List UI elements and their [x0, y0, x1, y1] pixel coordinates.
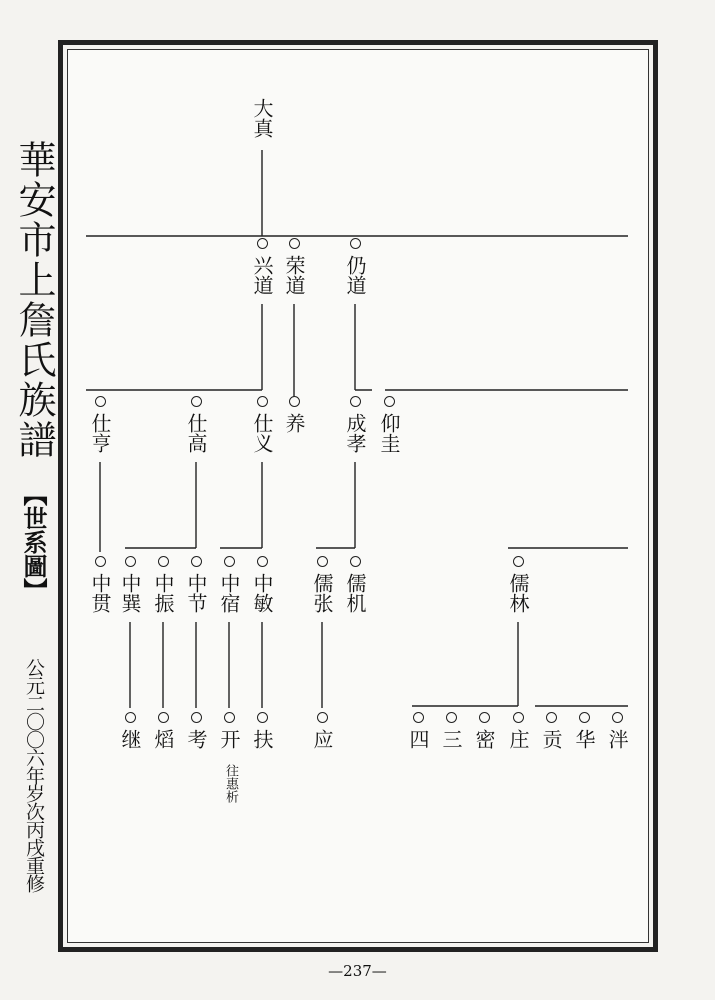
node-circle-icon — [224, 712, 235, 723]
person-gen4-9: 儒林 — [501, 556, 535, 618]
person-gen4-3: 中振 — [146, 556, 180, 618]
person-gen3-6: 仰圭 — [372, 396, 406, 458]
node-circle-icon — [224, 556, 235, 567]
node-circle-icon — [257, 556, 268, 567]
node-circle-icon — [289, 238, 300, 249]
node-circle-icon — [191, 396, 202, 407]
node-circle-icon — [546, 712, 557, 723]
person-gen5-3: 考 — [179, 712, 213, 754]
node-circle-icon — [125, 556, 136, 567]
person-gen5-8: 三 — [434, 712, 468, 754]
node-circle-icon — [158, 712, 169, 723]
node-circle-icon — [289, 396, 300, 407]
person-gen3-2: 仕高 — [179, 396, 213, 458]
node-circle-icon — [513, 556, 524, 567]
person-gen3-1: 仕亨 — [83, 396, 117, 458]
node-circle-icon — [95, 556, 106, 567]
node-circle-icon — [125, 712, 136, 723]
node-circle-icon — [257, 238, 268, 249]
node-circle-icon — [191, 556, 202, 567]
person-root: 大真 — [250, 98, 274, 138]
person-gen2-2: 荣道 — [277, 238, 311, 300]
node-circle-icon — [257, 396, 268, 407]
node-circle-icon — [317, 712, 328, 723]
person-gen3-4: 养 — [277, 396, 311, 438]
person-gen3-3: 仕义 — [245, 396, 279, 458]
node-circle-icon — [350, 238, 361, 249]
node-circle-icon — [479, 712, 490, 723]
node-circle-icon — [158, 556, 169, 567]
person-gen5-10: 庄 — [501, 712, 535, 754]
person-gen3-5: 成孝 — [338, 396, 372, 458]
annotation-note: 往惠析 — [223, 764, 238, 803]
colophon: 公元二〇〇六年岁次丙戌重修 — [23, 658, 45, 892]
node-circle-icon — [317, 556, 328, 567]
person-gen5-1: 继 — [113, 712, 147, 754]
person-gen5-12: 华 — [567, 712, 601, 754]
person-gen5-5: 扶 — [245, 712, 279, 754]
node-circle-icon — [350, 556, 361, 567]
person-gen5-4: 开 — [212, 712, 246, 754]
page-number: —237— — [328, 962, 387, 980]
node-circle-icon — [413, 712, 424, 723]
node-circle-icon — [257, 712, 268, 723]
person-gen5-9: 密 — [467, 712, 501, 754]
section-label: 【世系圖】 — [19, 482, 48, 602]
node-circle-icon — [612, 712, 623, 723]
person-gen5-13: 泮 — [600, 712, 634, 754]
person-gen4-8: 儒机 — [338, 556, 372, 618]
person-gen4-7: 儒张 — [305, 556, 339, 618]
person-gen4-4: 中节 — [179, 556, 213, 618]
book-title: 華安市上詹氏族譜 — [12, 140, 56, 460]
person-gen4-6: 中敏 — [245, 556, 279, 618]
node-circle-icon — [350, 396, 361, 407]
person-gen4-2: 中巽 — [113, 556, 147, 618]
person-gen5-2: 熖 — [146, 712, 180, 754]
node-circle-icon — [191, 712, 202, 723]
person-gen4-1: 中贯 — [83, 556, 117, 618]
person-gen2-3: 仍道 — [338, 238, 372, 300]
node-circle-icon — [95, 396, 106, 407]
person-gen5-11: 贡 — [534, 712, 568, 754]
person-gen2-1: 兴道 — [245, 238, 279, 300]
person-gen5-7: 四 — [401, 712, 435, 754]
node-circle-icon — [513, 712, 524, 723]
node-circle-icon — [384, 396, 395, 407]
person-gen4-5: 中宿 — [212, 556, 246, 618]
node-circle-icon — [579, 712, 590, 723]
person-gen5-6: 应 — [305, 712, 339, 754]
node-circle-icon — [446, 712, 457, 723]
